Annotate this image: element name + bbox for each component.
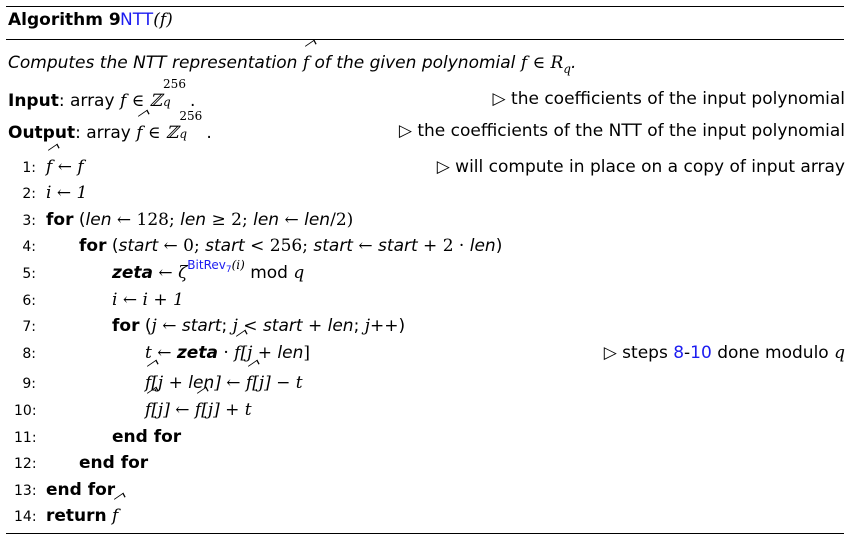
code-part: len xyxy=(180,210,207,230)
code-part: [j] ← xyxy=(151,400,195,420)
output-end: . xyxy=(206,123,212,143)
line-number: 14: xyxy=(14,509,37,525)
output-line xyxy=(0,109,850,144)
input-sup: 256 xyxy=(163,77,186,91)
line-number: 8: xyxy=(22,346,36,362)
line-1-comment: ▷ will compute in place on a copy of input array xyxy=(436,157,845,177)
code-part: j xyxy=(364,316,371,336)
code-part: ++) xyxy=(370,316,406,336)
input-label: Input xyxy=(8,91,59,111)
output-text: : array xyxy=(75,123,131,143)
line-number: 6: xyxy=(22,293,36,309)
zeta-var: zeta xyxy=(176,343,218,363)
step-link-10[interactable]: 10 xyxy=(690,343,712,363)
code-line-13 xyxy=(0,477,850,503)
for-keyword: for xyxy=(112,316,140,336)
code-line-12 xyxy=(0,450,850,476)
description-sub: q xyxy=(563,62,571,76)
code-part: len xyxy=(188,373,215,393)
code-part: start xyxy=(205,236,245,256)
code-part: ← 0; xyxy=(158,236,206,256)
code-part: len xyxy=(85,210,112,230)
line-number: 12: xyxy=(14,456,37,472)
code-part: start xyxy=(118,236,159,256)
code-part: len xyxy=(304,210,331,230)
fhat-var: f xyxy=(145,397,151,423)
algorithm-name: NTT xyxy=(120,10,154,30)
algorithm-title xyxy=(0,7,850,33)
code-part: ; xyxy=(353,316,365,336)
bitrev-link[interactable]: BitRev xyxy=(187,258,226,272)
input-comment: ▷ the coefficients of the input polynomial xyxy=(492,89,845,109)
code-part: ← 128; xyxy=(111,210,181,230)
code-text: i ← 1 xyxy=(46,183,88,203)
code-line-9 xyxy=(0,370,850,396)
code-line-6 xyxy=(0,287,850,313)
code-part: · xyxy=(217,343,235,363)
header-rule xyxy=(6,39,844,40)
description-end: . xyxy=(570,53,577,73)
fhat-symbol: f xyxy=(303,50,309,76)
code-part: len xyxy=(277,343,304,363)
end-for-keyword: end for xyxy=(46,480,116,500)
code-part: ( xyxy=(78,210,86,230)
for-keyword: for xyxy=(79,236,107,256)
comment-part: ▷ steps xyxy=(603,343,674,363)
line-8-comment xyxy=(604,340,845,366)
zeta-var: zeta xyxy=(112,263,154,283)
line-number: 1: xyxy=(22,160,36,176)
description-tail: f ∈ R xyxy=(520,53,564,73)
code-part: len xyxy=(253,210,280,230)
bitrev-arg: (i) xyxy=(231,258,245,272)
code-part: [j + xyxy=(151,373,189,393)
code-part: ← xyxy=(279,210,305,230)
code-line-10 xyxy=(0,397,850,423)
code-part: ≥ 2; xyxy=(206,210,254,230)
code-part: + xyxy=(302,316,328,336)
fhat-var: f xyxy=(112,503,118,529)
code-part: start xyxy=(181,316,222,336)
code-line-1 xyxy=(0,154,850,180)
line-number: 5: xyxy=(22,266,36,282)
code-part: < xyxy=(237,316,263,336)
code-part: ( xyxy=(111,236,119,256)
input-sub: q xyxy=(163,95,171,109)
bitrev-sub: 7 xyxy=(225,265,232,275)
assign-text: ← f xyxy=(52,157,84,177)
fhat-var: f xyxy=(46,154,52,180)
comment-part: done modulo xyxy=(711,343,835,363)
code-part: ← xyxy=(156,316,182,336)
bottom-rule xyxy=(6,533,844,534)
output-label: Output xyxy=(8,123,76,143)
code-part: /2) xyxy=(330,210,354,230)
fhat-var: f xyxy=(145,370,151,396)
output-comment: ▷ the coefficients of the NTT of the input polynomial xyxy=(398,121,845,141)
comment-part: - xyxy=(684,343,691,363)
code-line-8 xyxy=(0,340,850,366)
code-line-7 xyxy=(0,313,850,339)
code-part: q xyxy=(293,263,305,283)
code-part: j xyxy=(232,316,238,336)
input-end: . xyxy=(190,91,196,111)
fhat-var: f xyxy=(234,340,240,366)
code-line-11 xyxy=(0,424,850,450)
line-number: 11: xyxy=(14,430,37,446)
line-number: 9: xyxy=(22,376,36,392)
line-number: 13: xyxy=(14,483,37,499)
line-number: 2: xyxy=(22,186,36,202)
description-line xyxy=(0,50,850,76)
code-part: ; xyxy=(221,316,233,336)
code-part: ] xyxy=(303,343,311,363)
code-part: ] ← xyxy=(214,373,246,393)
fhat-var: f xyxy=(195,397,201,423)
fhat-var: f xyxy=(246,370,252,396)
line-number: 7: xyxy=(22,319,36,335)
code-part: < 256; xyxy=(244,236,314,256)
input-set: f ∈ ℤ xyxy=(119,91,163,111)
code-part: ← xyxy=(352,236,379,256)
code-text: i ← i + 1 xyxy=(112,290,184,310)
code-part: ) xyxy=(495,236,503,256)
code-part: start xyxy=(262,316,303,336)
step-link-8[interactable]: 8 xyxy=(673,343,685,363)
output-set: f ∈ ℤ xyxy=(136,120,178,146)
line-number: 3: xyxy=(22,213,36,229)
return-keyword: return xyxy=(46,506,107,526)
for-keyword: for xyxy=(46,210,74,230)
code-part: ( xyxy=(144,316,152,336)
end-for-keyword: end for xyxy=(112,427,182,447)
code-part: + 2 · xyxy=(417,236,470,256)
code-part: t ← xyxy=(145,343,177,363)
input-line xyxy=(0,77,850,112)
code-line-2 xyxy=(0,180,850,206)
end-for-keyword: end for xyxy=(79,453,149,473)
code-part: start xyxy=(313,236,353,256)
algorithm-label: Algorithm 9 xyxy=(8,10,121,30)
output-sub: q xyxy=(179,127,187,141)
code-part: [j] − t xyxy=(252,373,303,393)
code-line-4 xyxy=(0,233,850,259)
code-part: mod xyxy=(244,263,294,283)
input-text: : array xyxy=(58,91,115,111)
code-part: [j + xyxy=(240,343,278,363)
code-part: len xyxy=(469,236,496,256)
code-part: [j] + t xyxy=(201,400,252,420)
code-part: len xyxy=(327,316,354,336)
description-text: Computes the NTT representation xyxy=(8,53,298,73)
code-part: j xyxy=(151,316,157,336)
description-mid: of the given polynomial xyxy=(314,53,516,73)
line-number: 4: xyxy=(22,239,36,255)
algorithm-arg: (f) xyxy=(153,10,173,30)
code-line-14 xyxy=(0,503,850,529)
output-sup: 256 xyxy=(179,109,203,123)
code-line-5 xyxy=(0,260,850,286)
code-part: ← ζ xyxy=(153,263,188,283)
code-part: start xyxy=(378,236,418,256)
line-number: 10: xyxy=(14,403,37,419)
comment-part: q xyxy=(834,343,845,363)
code-line-3 xyxy=(0,207,850,233)
